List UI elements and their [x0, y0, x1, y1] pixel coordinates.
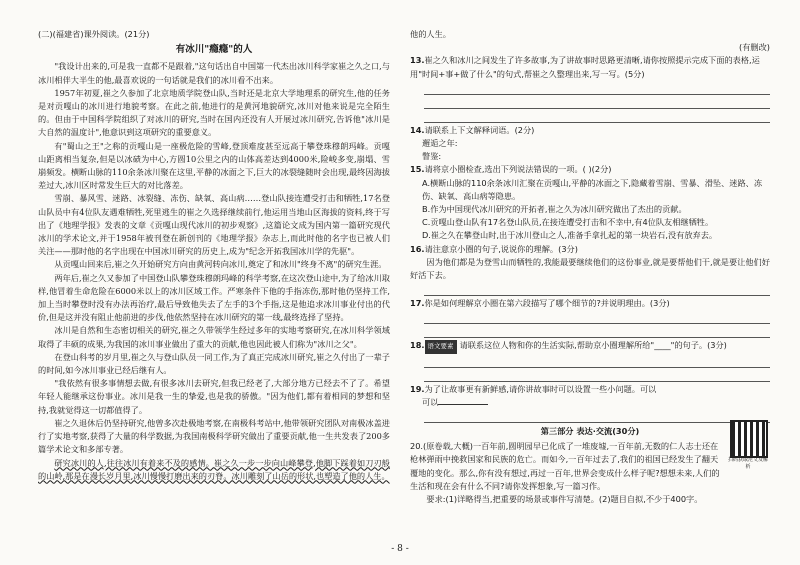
article-paragraph: "我依然有很多事情想去做,有很多冰川去研究,但我已经老了,大部分地方已经去不了了。希望年轻人能继承这份事业。冰川是我一生的挚爱,也是我的骄傲。"因为他们,都有着相同的梦想和坚持,我就觉得这一切都值得了。	[38, 378, 390, 415]
question-17	[410, 297, 770, 338]
article-continuation: 他的人生。	[410, 29, 451, 39]
question-15	[410, 163, 770, 242]
page-number: - 8 -	[391, 544, 409, 554]
right-column	[410, 28, 770, 506]
qr-code-icon[interactable]	[730, 420, 768, 458]
answer-line[interactable]	[424, 283, 770, 296]
article-body	[38, 60, 390, 456]
question-text: 请将京小圈检查,选出下列说法错误的一项。( )(2分)	[424, 164, 612, 175]
question-list	[410, 54, 770, 423]
answer-option[interactable]: C.贡嘎山登山队有17名登山队员,在接连遭受打击和不幸中,有4位队友相继牺牲。	[422, 217, 714, 228]
fill-blank[interactable]	[438, 404, 488, 405]
source-note: (有删改)	[739, 42, 770, 53]
article-title: 有冰川"瘾瘾"的人	[175, 44, 253, 56]
question-number: 15.	[410, 164, 425, 175]
question-19	[410, 383, 770, 423]
question-text: 崔之久和冰川之间发生了许多故事,为了讲故事时思路更清晰,请你按照提示完成下面的表格,运用"时间+事+做了什么"的句式,帮崔之久整理出来,写一写。(5分)	[410, 55, 760, 79]
article-paragraph: 从贡嘎山回来后,崔之久开始研究方向由黄河转向冰川,奠定了和冰川"终身不离"的研究生涯。	[54, 259, 387, 270]
article-last-paragraph: 研究冰川的人,往往冰川有着来不及的感情。崔之久一步一步向山峰攀登,他脚下踩着如刀刃般的山岭,那是在漫长岁月里,冰川慢慢打磨出来的刃脊。冰川雕刻了山岳的形状,也塑造了他的人生。	[38, 457, 390, 481]
answer-line[interactable]	[424, 369, 770, 382]
question-badge: 语文要素	[425, 340, 457, 353]
question-20: 20.(原卷载,大概)一百年前,圆明园早已化成了一堆废墟,一百年前,无数的仁人志士还在枪林弹雨中挽救国家和民族的危亡。而如今,一百年过去了,我们的祖国已经发生了翻天覆地的变化。那么,你有没有想过,再过一百年,世界会变成什么样子呢?想想未来,人们的生活和现在会有什么不同?请你发挥想象,写一篇习作。	[410, 441, 720, 491]
question-14	[410, 124, 770, 164]
qr-caption: 扫码获取范文及解析	[728, 457, 769, 470]
question-number: 19.	[410, 383, 425, 394]
article-paragraph: 两年后,崔之久又参加了中国登山队攀登珠穆朗玛峰的科学考察,在这次登山途中,为了给冰川取样,他冒着生命危险在6000米以上的冰川区域工作。严寒条件下他的手指冻伤,那时他仍坚持工作,加上当时攀登时没有办法再治疗,最后导致他失去了左手的3个手指,这是他追求冰川事业付出的代价,但是这并没有阻止他前进的步伐,他依然坚持在冰川研究的第一线,最终选择了坚持。	[38, 272, 390, 323]
question-number: 18.	[410, 340, 425, 351]
left-column	[38, 28, 390, 483]
question-number: 17.	[410, 298, 425, 309]
fill-label: 可以	[422, 396, 439, 407]
article-paragraph: "我设计出来的,可是我一直都不是跟着,"这句话出自中国第一代杰出冰川科学家崔之久之口,与冰川相伴大半生的他,最喜欢说的一句话就是我们的冰川看不出来。	[38, 61, 390, 85]
quoted-sentence: 因为他们都是为登雪山而牺牲的,我能最要继续他们的这份事业,就是要帮他们干,就是要让他们好好活下去。	[410, 256, 770, 281]
article-paragraph: 在登山科考的岁月里,崔之久与登山队员一同工作,为了真正完成冰川研究,崔之久付出了一辈子的时间,如今冰川事业已经后继有人。	[38, 351, 390, 376]
question-18	[410, 339, 770, 381]
article-paragraph: 1957年初夏,崔之久参加了北京地质学院登山队,当时还是北京大学地理系的研究生,他的任务是对贡嘎山的冰川进行地貌考察。在此之前,他进行的是黄河地貌研究,冰川对他来说是完全陌生的。但由于中国科学院组织了对冰川的研究,当时在国内还没有人开展过冰川研究,告诉他"冰川是大自然的温度计",他意识到这项研究的重要意义。	[38, 87, 390, 138]
question-text: 请联系这位人物和你的生活实际,帮助京小圈理解所给"____"的句子。(3分)	[459, 340, 727, 351]
article-paragraph: 冰川是自然和生态密切相关的研究,崔之久带领学生经过多年的实地考察研究,在冰川科学领域取得了丰硕的成果,为我国的冰川事业做出了重大的贡献,他也因此被人们称为"冰川之父"。	[38, 325, 390, 349]
answer-line[interactable]	[424, 355, 770, 368]
section-title: 第三部分 表达·交流(30分)	[540, 426, 640, 437]
answer-line[interactable]	[424, 410, 770, 423]
question-number: 16.	[410, 243, 425, 254]
term-answer-field[interactable]: 瞥鉴:	[422, 151, 442, 162]
section-header: (二)(福建省)课外阅读。(21分)	[38, 29, 150, 39]
article-paragraph: 有"蜀山之王"之称的贡嘎山是一座极危险的雪峰,登顶难度甚至远高于攀登珠穆朗玛峰。贡嘎山距离相当复杂,但是以冰碛为中心,方圆10公里之内的山体高差达到4000米,险峻多变,崩塌、雪崩频发。横断山脉的110余条冰川聚在这里,平静的冰面之下,巨大的冰裂缝随时会出现,最终因海拔差过大,冰川区时常发生巨大的对比落差。	[38, 140, 390, 191]
question-16	[410, 243, 770, 297]
question-number: 13.	[410, 55, 425, 66]
question-text: 请注意京小圈的句子,说说你的理解。(3分)	[424, 243, 578, 254]
answer-line[interactable]	[424, 110, 770, 123]
question-20-requirements: 要求:(1)详略得当,把重要的场景或事件写清楚。(2)题目自拟,不少于400字。	[426, 494, 703, 505]
answer-line[interactable]	[424, 311, 770, 324]
article-paragraph: 崔之久退休后仍坚持研究,他曾多次赴极地考察,在南极科考站中,他带领研究团队对南极冰盖进行了实地考察,获得了大量的科学数据,为我国南极科学研究做出了重要贡献,他一生共发表了200多篇学术论文和多部专著。	[38, 417, 390, 455]
question-text: 你是如何理解京小圈在第六段描写了哪个细节的?并说明理由。(3分)	[424, 298, 670, 309]
question-text: 为了让故事更有新鲜感,请你讲故事时可以设置一些小问题。可以	[424, 383, 657, 394]
question-text: 请联系上下文解释词语。(2分)	[424, 124, 535, 135]
question-number: 14.	[410, 124, 425, 135]
answer-option[interactable]: A.横断山脉的110余条冰川汇聚在贡嘎山,平静的冰面之下,隐藏着雪崩、雪暴、滑坠、迷路、冻伤、缺氧、高山病等隐患。	[422, 177, 763, 201]
answer-option[interactable]: D.崔之久在攀登山时,出于冰川登山之人,准备手拿扎起的第一块岩石,没有放弃去。	[422, 230, 718, 241]
answer-line[interactable]	[424, 82, 770, 95]
answer-line[interactable]	[424, 96, 770, 109]
answer-line[interactable]	[424, 325, 770, 338]
question-13	[410, 54, 770, 122]
answer-option[interactable]: B.作为中国现代冰川研究的开拓者,崔之久为冰川研究做出了杰出的贡献。	[422, 204, 687, 215]
article-paragraph: 雪崩、暴风雪、迷路、冰裂缝、冻伤、缺氧、高山病……登山队接连遭受打击和牺牲,17名登山队员中有4位队友遇难牺牲,死里逃生的崔之久选择继续前行,他运用当地山区海拔的资料,终于写出了《地理学报》发表的文章《贡嘎山现代冰川的初步观察》,这篇论文成为国内第一篇研究现代冰川的学术论文,并于1958年被刊登在新创刊的《地理学报》杂志上,而此时他的名字也已被人们关注——那时他的名字出现在中国冰川研究的历史上,成为"纪念开拓我国冰川学的先驱"。	[38, 193, 390, 257]
term-answer-field[interactable]: 邂逅之年:	[422, 138, 458, 149]
